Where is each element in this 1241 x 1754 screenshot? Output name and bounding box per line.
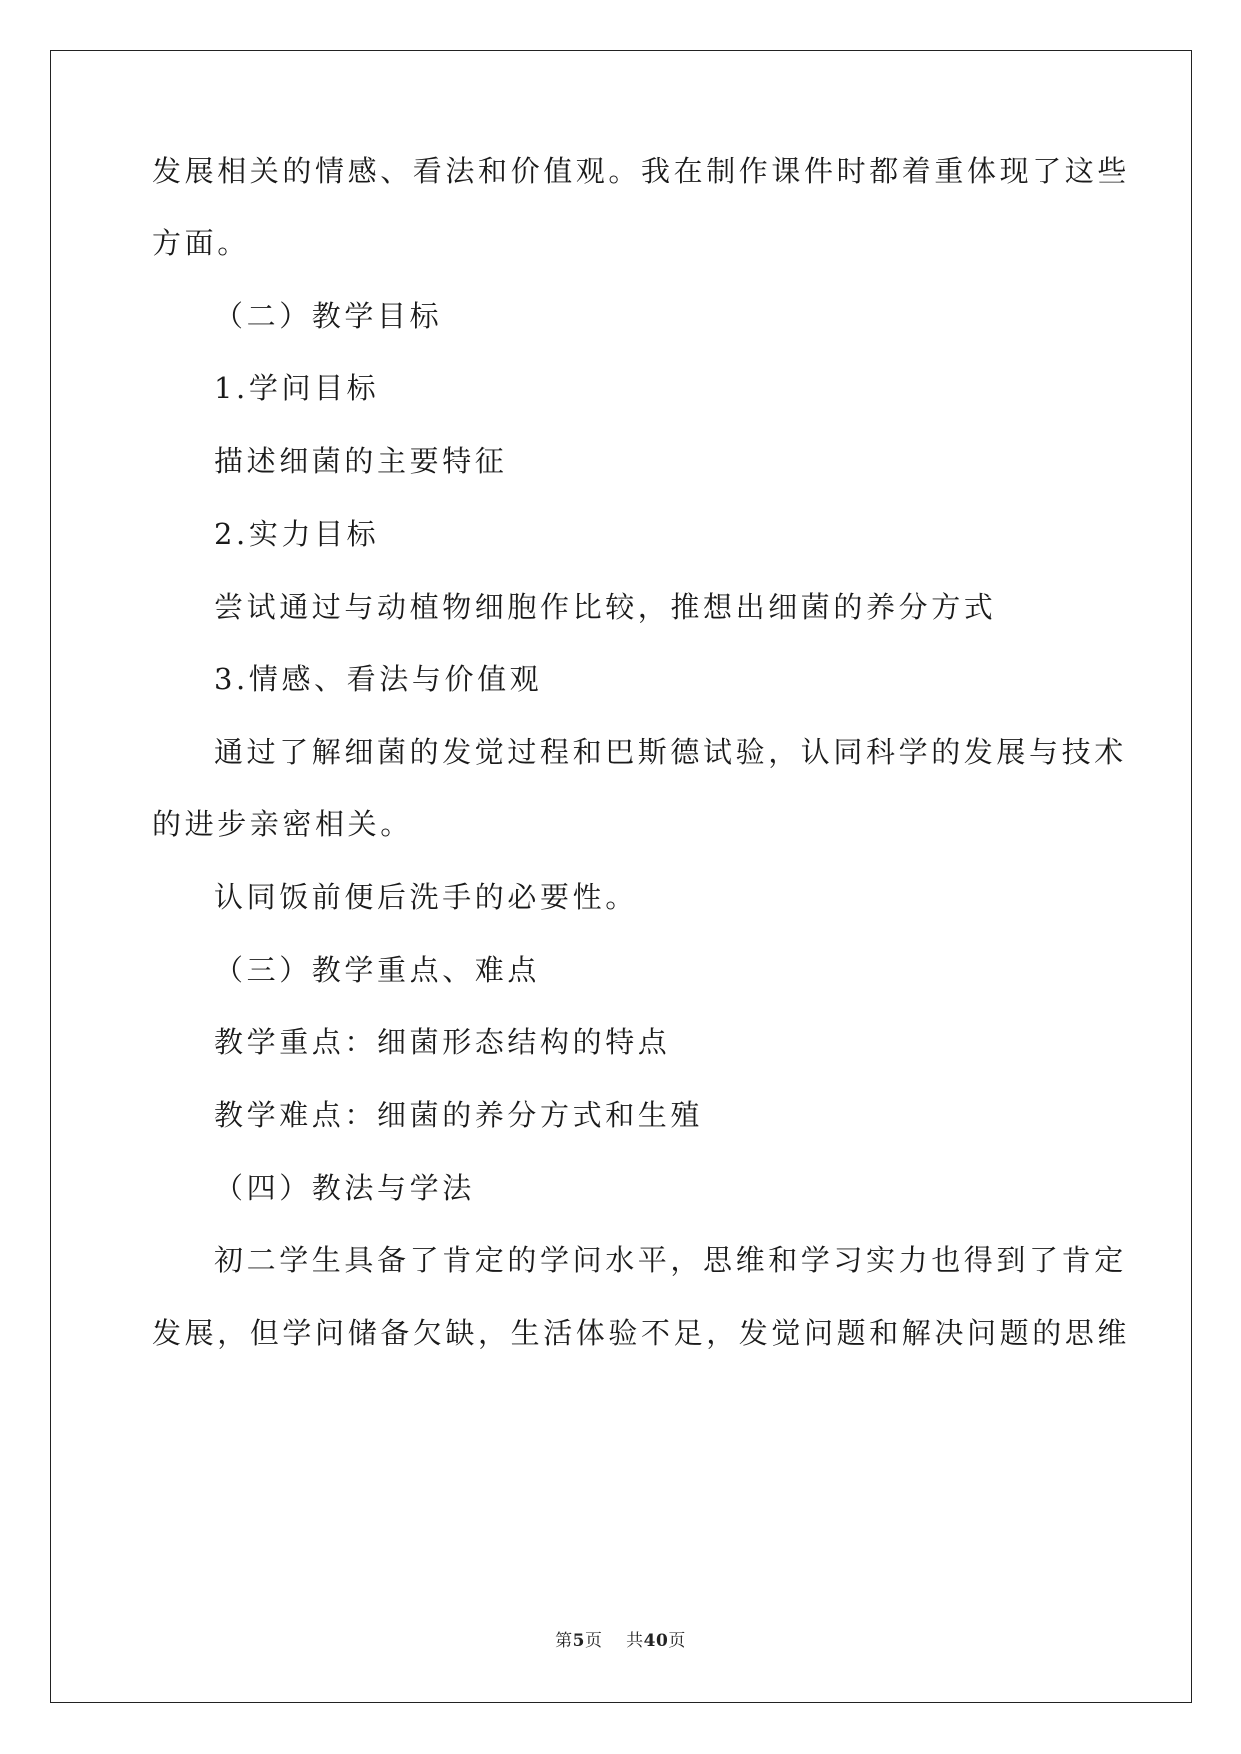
paragraph-line-14: 教学难点：细菌的养分方式和生殖	[214, 1098, 704, 1132]
section-heading-teaching-goals: （二）教学目标	[214, 299, 443, 333]
subheading-emotion-goal: 3.情感、看法与价值观	[214, 662, 543, 696]
paragraph-line-13: 教学重点：细菌形态结构的特点	[214, 1025, 671, 1059]
footer-total-pages: 40	[643, 1631, 669, 1651]
paragraph-line-17: 发展，但学问储备欠缺，生活体验不足，发觉问题和解决问题的思维	[152, 1316, 1131, 1350]
footer-total-prefix: 共	[626, 1631, 644, 1651]
section-heading-methods: （四）教法与学法	[214, 1171, 475, 1205]
footer-page-unit: 页	[585, 1631, 603, 1651]
subheading-ability-goal: 2.实力目标	[214, 517, 380, 551]
paragraph-line-11: 认同饭前便后洗手的必要性。	[214, 880, 638, 914]
footer-total-unit: 页	[668, 1631, 686, 1651]
paragraph-line-5: 描述细菌的主要特征	[214, 444, 508, 478]
section-heading-key-points: （三）教学重点、难点	[214, 953, 541, 987]
paragraph-line-9: 通过了解细菌的发觉过程和巴斯德试验，认同科学的发展与技术	[214, 735, 1127, 769]
page-footer	[0, 1633, 1241, 1650]
paragraph-line-7: 尝试通过与动植物细胞作比较，推想出细菌的养分方式	[214, 590, 997, 624]
subheading-knowledge-goal: 1.学问目标	[214, 371, 380, 405]
paragraph-line-16: 初二学生具备了肯定的学问水平，思维和学习实力也得到了肯定	[214, 1243, 1127, 1277]
footer-prefix: 第	[555, 1631, 573, 1651]
paragraph-line-1: 发展相关的情感、看法和价值观。我在制作课件时都着重体现了这些	[152, 154, 1131, 188]
page-border	[50, 50, 1192, 1703]
footer-page-number: 5	[572, 1631, 586, 1651]
paragraph-line-10: 的进步亲密相关。	[152, 807, 413, 841]
paragraph-line-2: 方面。	[152, 226, 250, 260]
